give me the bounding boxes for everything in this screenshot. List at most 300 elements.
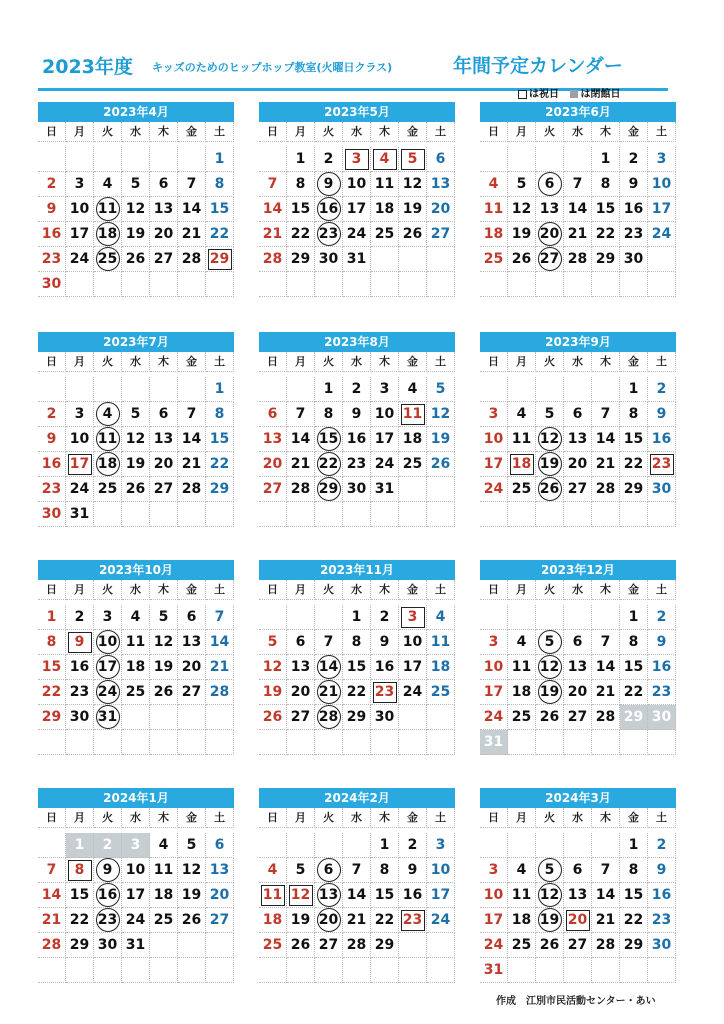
day-cell	[259, 477, 287, 502]
empty-cell	[648, 247, 676, 272]
day-cell	[178, 883, 206, 908]
weekday-header: 土	[427, 352, 455, 372]
day-cell	[399, 427, 427, 452]
day-number: 20	[290, 684, 311, 700]
weekday-header: 月	[66, 122, 94, 142]
weekday-header: 日	[259, 122, 287, 142]
month-title: 2023年5月	[259, 102, 455, 122]
weekday-header: 金	[178, 352, 206, 372]
day-number: 8	[295, 176, 306, 192]
empty-cell	[315, 730, 343, 755]
day-number: 28	[567, 251, 588, 267]
empty-cell	[399, 247, 427, 272]
weekday-header: 月	[66, 808, 94, 828]
empty-cell	[315, 833, 343, 858]
day-cell	[206, 247, 234, 272]
day-number: 7	[572, 176, 583, 192]
empty-cell	[427, 247, 455, 272]
empty-cell	[150, 705, 178, 730]
day-cell	[592, 402, 620, 427]
day-cell	[620, 477, 648, 502]
day-number: 20	[430, 201, 451, 217]
day-number: 7	[351, 862, 362, 878]
day-number: 28	[209, 684, 230, 700]
day-number: 23	[651, 456, 672, 472]
day-cell	[122, 427, 150, 452]
day-cell	[287, 452, 315, 477]
empty-cell	[371, 272, 399, 297]
day-number: 5	[435, 381, 446, 397]
day-cell	[648, 452, 676, 477]
empty-cell	[315, 605, 343, 630]
day-number: 6	[572, 634, 583, 650]
day-number: 18	[483, 226, 504, 242]
day-cell	[178, 630, 206, 655]
day-cell	[315, 908, 343, 933]
day-number: 27	[567, 481, 588, 497]
day-cell	[480, 222, 508, 247]
day-number: 18	[430, 659, 451, 675]
day-cell	[620, 222, 648, 247]
day-number: 16	[651, 887, 672, 903]
empty-cell	[122, 730, 150, 755]
day-number: 11	[153, 862, 174, 878]
day-number: 3	[407, 609, 418, 625]
day-number: 21	[567, 226, 588, 242]
month-title: 2024年3月	[480, 788, 676, 808]
empty-cell	[427, 933, 455, 958]
day-number: 21	[595, 684, 616, 700]
day-number: 20	[181, 659, 202, 675]
empty-cell	[343, 833, 371, 858]
day-number: 5	[267, 634, 278, 650]
day-cell	[427, 833, 455, 858]
empty-cell	[480, 833, 508, 858]
day-number: 13	[567, 887, 588, 903]
day-cell	[536, 858, 564, 883]
weekday-header: 月	[66, 352, 94, 372]
day-cell	[66, 680, 94, 705]
weekday-header: 日	[38, 122, 66, 142]
day-number: 19	[181, 887, 202, 903]
empty-cell	[399, 272, 427, 297]
empty-cell	[66, 377, 94, 402]
day-number: 6	[295, 634, 306, 650]
day-number: 21	[290, 456, 311, 472]
day-cell	[399, 908, 427, 933]
day-cell	[536, 933, 564, 958]
empty-cell	[150, 502, 178, 527]
day-number: 17	[430, 887, 451, 903]
empty-cell	[592, 502, 620, 527]
day-cell	[592, 427, 620, 452]
day-cell	[371, 477, 399, 502]
day-number: 31	[483, 962, 504, 978]
day-cell	[259, 222, 287, 247]
weekday-header: 月	[287, 808, 315, 828]
calendar-label: 年間予定カレンダー	[453, 55, 623, 77]
weekday-header: 日	[480, 122, 508, 142]
empty-cell	[564, 502, 592, 527]
day-number: 10	[125, 862, 146, 878]
month-block	[259, 332, 455, 527]
day-number: 9	[379, 634, 390, 650]
day-number: 22	[69, 912, 90, 928]
empty-cell	[427, 477, 455, 502]
day-cell	[94, 172, 122, 197]
day-cell	[150, 427, 178, 452]
day-number: 11	[511, 659, 532, 675]
day-cell	[371, 377, 399, 402]
day-cell	[371, 402, 399, 427]
empty-cell	[536, 502, 564, 527]
day-cell	[150, 858, 178, 883]
day-number: 1	[323, 381, 334, 397]
day-number: 24	[651, 226, 672, 242]
day-cell	[94, 427, 122, 452]
weekday-header: 月	[287, 122, 315, 142]
day-number: 7	[214, 609, 225, 625]
empty-cell	[427, 502, 455, 527]
day-cell	[508, 908, 536, 933]
day-cell	[178, 222, 206, 247]
day-number: 15	[317, 427, 341, 451]
day-cell	[564, 477, 592, 502]
day-number: 30	[623, 251, 644, 267]
day-number: 2	[323, 151, 334, 167]
day-cell	[480, 730, 508, 755]
weekday-header: 金	[178, 122, 206, 142]
empty-cell	[371, 730, 399, 755]
day-number: 13	[317, 883, 341, 907]
day-cell	[150, 452, 178, 477]
day-number: 19	[538, 452, 562, 476]
empty-cell	[259, 147, 287, 172]
day-number: 24	[374, 456, 395, 472]
day-cell	[427, 147, 455, 172]
empty-cell	[287, 958, 315, 983]
day-cell	[94, 705, 122, 730]
day-cell	[150, 247, 178, 272]
day-number: 3	[351, 151, 362, 167]
day-cell	[648, 630, 676, 655]
empty-cell	[564, 730, 592, 755]
empty-cell	[66, 272, 94, 297]
day-number: 10	[402, 634, 423, 650]
day-cell	[66, 402, 94, 427]
day-cell	[620, 172, 648, 197]
day-number: 20	[153, 456, 174, 472]
day-cell	[150, 172, 178, 197]
day-number: 15	[290, 201, 311, 217]
day-cell	[648, 680, 676, 705]
weekday-header: 水	[343, 580, 371, 600]
day-cell	[150, 908, 178, 933]
day-number: 21	[262, 226, 283, 242]
day-number: 25	[402, 456, 423, 472]
day-cell	[564, 655, 592, 680]
day-cell	[178, 197, 206, 222]
day-number: 17	[483, 456, 504, 472]
day-number: 23	[41, 251, 62, 267]
day-number: 29	[41, 709, 62, 725]
weekday-header: 木	[150, 808, 178, 828]
day-number: 10	[96, 630, 120, 654]
day-number: 19	[153, 659, 174, 675]
day-cell	[564, 427, 592, 452]
day-cell	[648, 197, 676, 222]
day-number: 26	[538, 477, 562, 501]
empty-cell	[648, 272, 676, 297]
day-number: 2	[46, 406, 57, 422]
day-number: 26	[539, 937, 560, 953]
day-cell	[592, 858, 620, 883]
empty-cell	[508, 833, 536, 858]
empty-cell	[427, 705, 455, 730]
weekday-header: 火	[315, 122, 343, 142]
month-grid	[38, 808, 234, 983]
day-number: 30	[41, 276, 62, 292]
empty-cell	[66, 958, 94, 983]
day-cell	[427, 655, 455, 680]
day-cell	[178, 402, 206, 427]
day-cell	[66, 247, 94, 272]
day-cell	[399, 377, 427, 402]
day-number: 21	[595, 456, 616, 472]
day-cell	[508, 680, 536, 705]
day-number: 9	[317, 172, 341, 196]
day-cell	[371, 452, 399, 477]
day-number: 4	[407, 381, 418, 397]
day-number: 13	[181, 634, 202, 650]
month-grid	[259, 808, 455, 983]
day-number: 18	[125, 659, 146, 675]
day-number: 11	[402, 406, 423, 422]
day-cell	[564, 858, 592, 883]
day-cell	[343, 147, 371, 172]
day-number: 12	[511, 201, 532, 217]
day-cell	[399, 172, 427, 197]
weekday-header: 木	[592, 808, 620, 828]
day-cell	[371, 908, 399, 933]
day-number: 28	[181, 251, 202, 267]
day-number: 27	[153, 481, 174, 497]
day-number: 9	[74, 634, 85, 650]
empty-cell	[536, 730, 564, 755]
day-number: 26	[290, 937, 311, 953]
day-cell	[371, 705, 399, 730]
day-cell	[38, 197, 66, 222]
day-number: 25	[97, 481, 118, 497]
day-cell	[427, 427, 455, 452]
day-cell	[122, 247, 150, 272]
weekday-header: 火	[536, 580, 564, 600]
day-number: 12	[538, 655, 562, 679]
day-number: 31	[96, 705, 120, 729]
day-cell	[508, 655, 536, 680]
day-number: 10	[69, 431, 90, 447]
day-number: 15	[69, 887, 90, 903]
day-cell	[480, 402, 508, 427]
empty-cell	[150, 377, 178, 402]
empty-cell	[315, 958, 343, 983]
day-number: 11	[125, 634, 146, 650]
weekday-header: 日	[259, 580, 287, 600]
day-cell	[480, 630, 508, 655]
day-number: 2	[407, 837, 418, 853]
empty-cell	[480, 272, 508, 297]
day-cell	[592, 247, 620, 272]
month-block	[259, 788, 455, 983]
month-grid	[480, 808, 676, 983]
empty-cell	[38, 147, 66, 172]
day-cell	[427, 452, 455, 477]
day-number: 31	[69, 506, 90, 522]
day-cell	[399, 680, 427, 705]
day-number: 6	[267, 406, 278, 422]
day-cell	[150, 197, 178, 222]
month-grid	[38, 122, 234, 297]
weekday-header: 金	[399, 122, 427, 142]
day-cell	[94, 630, 122, 655]
day-number: 8	[74, 862, 85, 878]
month-grid	[480, 352, 676, 527]
day-cell	[38, 272, 66, 297]
day-number: 5	[538, 858, 562, 882]
day-number: 14	[181, 431, 202, 447]
day-cell	[508, 452, 536, 477]
day-cell	[259, 402, 287, 427]
day-number: 26	[125, 251, 146, 267]
day-number: 2	[656, 837, 667, 853]
day-cell	[287, 680, 315, 705]
day-cell	[343, 247, 371, 272]
day-cell	[648, 605, 676, 630]
day-number: 8	[214, 406, 225, 422]
empty-cell	[508, 605, 536, 630]
day-number: 1	[628, 609, 639, 625]
empty-cell	[564, 833, 592, 858]
day-cell	[259, 680, 287, 705]
weekday-header: 金	[178, 808, 206, 828]
day-number: 26	[430, 456, 451, 472]
day-cell	[592, 705, 620, 730]
empty-cell	[480, 605, 508, 630]
day-cell	[536, 680, 564, 705]
day-number: 3	[379, 381, 390, 397]
day-cell	[287, 630, 315, 655]
day-cell	[592, 655, 620, 680]
day-number: 12	[125, 201, 146, 217]
empty-cell	[259, 833, 287, 858]
day-number: 2	[102, 837, 113, 853]
day-number: 8	[628, 862, 639, 878]
day-cell	[620, 705, 648, 730]
day-number: 11	[374, 176, 395, 192]
day-number: 29	[595, 251, 616, 267]
day-cell	[371, 605, 399, 630]
day-cell	[315, 452, 343, 477]
empty-cell	[343, 730, 371, 755]
day-number: 15	[374, 887, 395, 903]
day-cell	[480, 247, 508, 272]
day-number: 1	[351, 609, 362, 625]
day-cell	[178, 172, 206, 197]
day-cell	[480, 680, 508, 705]
day-cell	[371, 197, 399, 222]
day-cell	[564, 705, 592, 730]
empty-cell	[150, 730, 178, 755]
day-number: 27	[181, 684, 202, 700]
day-number: 7	[267, 176, 278, 192]
empty-cell	[427, 730, 455, 755]
weekday-header: 水	[564, 122, 592, 142]
empty-cell	[150, 958, 178, 983]
day-number: 25	[153, 912, 174, 928]
weekday-header: 水	[343, 808, 371, 828]
day-cell	[315, 197, 343, 222]
day-number: 19	[262, 684, 283, 700]
day-number: 1	[628, 381, 639, 397]
weekday-header: 土	[648, 580, 676, 600]
day-cell	[648, 933, 676, 958]
day-number: 2	[351, 381, 362, 397]
day-number: 1	[214, 151, 225, 167]
day-cell	[66, 427, 94, 452]
day-number: 22	[623, 456, 644, 472]
month-grid	[38, 352, 234, 527]
day-cell	[399, 452, 427, 477]
day-number: 16	[346, 431, 367, 447]
day-number: 1	[600, 151, 611, 167]
weekday-header: 日	[480, 580, 508, 600]
day-number: 20	[153, 226, 174, 242]
day-cell	[206, 377, 234, 402]
day-cell	[259, 858, 287, 883]
day-cell	[427, 222, 455, 247]
empty-cell	[122, 147, 150, 172]
weekday-header: 火	[94, 580, 122, 600]
day-cell	[399, 883, 427, 908]
day-number: 22	[623, 684, 644, 700]
day-cell	[206, 908, 234, 933]
day-number: 28	[595, 709, 616, 725]
weekday-header: 土	[648, 808, 676, 828]
day-cell	[315, 477, 343, 502]
day-cell	[536, 247, 564, 272]
day-cell	[592, 197, 620, 222]
weekday-header: 土	[206, 352, 234, 372]
day-number: 15	[209, 201, 230, 217]
empty-cell	[371, 958, 399, 983]
day-cell	[122, 402, 150, 427]
day-cell	[343, 172, 371, 197]
day-number: 1	[295, 151, 306, 167]
day-number: 17	[483, 684, 504, 700]
day-number: 23	[623, 226, 644, 242]
day-number: 9	[351, 406, 362, 422]
weekday-header: 水	[564, 808, 592, 828]
day-number: 7	[295, 406, 306, 422]
day-number: 21	[41, 912, 62, 928]
day-cell	[371, 427, 399, 452]
day-number: 13	[153, 201, 174, 217]
weekday-header: 火	[536, 352, 564, 372]
day-cell	[427, 858, 455, 883]
empty-cell	[206, 705, 234, 730]
weekday-header: 月	[508, 122, 536, 142]
day-number: 25	[430, 684, 451, 700]
